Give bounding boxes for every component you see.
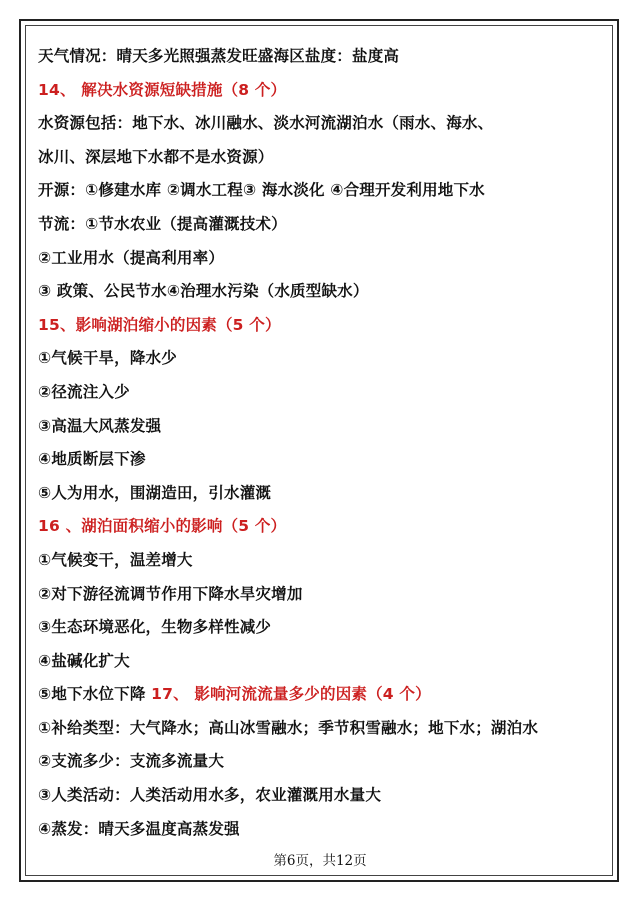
text-line [38, 544, 598, 578]
body-text: ①补给类型：大气降水；高山冰雪融水；季节积雪融水；地下水；湖泊水 [38, 718, 539, 737]
body-text: ④蒸发：晴天多温度高蒸发强 [38, 819, 240, 838]
body-text: ①气候变干，温差增大 [38, 550, 193, 569]
text-line [38, 712, 598, 746]
body-text: ②支流多少：支流多流量大 [38, 752, 225, 771]
section-heading: 16 、湖泊面积缩小的影响（5 个） [38, 517, 287, 536]
text-line [38, 779, 598, 813]
text-line [38, 443, 598, 477]
body-text: 天气情况：晴天多光照强蒸发旺盛海区盐度：盐度高 [38, 47, 400, 65]
text-line [38, 275, 598, 309]
body-text: ⑤人为用水，围湖造田，引水灌溉 [38, 483, 272, 502]
text-line [38, 376, 598, 410]
body-text: 冰川、深层地下水都不是水资源） [38, 147, 274, 166]
text-line [38, 40, 598, 74]
body-text: ①气候干旱，降水少 [38, 349, 177, 368]
text-line [38, 410, 598, 444]
body-text: 开源：①修建水库 ②调水工程③ 海水淡化 ④合理开发利用地下水 [38, 181, 485, 200]
section-heading: 14、 解决水资源短缺措施（8 个） [38, 80, 287, 99]
text-line [38, 107, 598, 141]
text-line [38, 510, 598, 544]
body-text: ④地质断层下渗 [38, 450, 146, 469]
section-heading: 17、 影响河流流量多少的因素（4 个） [151, 685, 431, 704]
body-text: ③人类活动：人类活动用水多，农业灌溉用水量大 [38, 786, 382, 805]
text-line [38, 678, 598, 712]
text-line [38, 611, 598, 645]
body-text: ③ 政策、公民节水④治理水污染（水质型缺水） [38, 282, 369, 301]
text-line [38, 208, 598, 242]
section-heading: 15、影响湖泊缩小的因素（5 个） [38, 315, 281, 334]
body-text: ②工业用水（提高利用率） [38, 248, 225, 267]
text-line [38, 745, 598, 779]
body-text: ③生态环境恶化，生物多样性减少 [38, 618, 272, 637]
text-line [38, 342, 598, 376]
text-line [38, 242, 598, 276]
body-text: ②对下游径流调节作用下降水旱灾增加 [38, 584, 303, 603]
body-text: ⑤地下水位下降 [38, 685, 152, 704]
body-text: ②径流注入少 [38, 382, 130, 401]
text-line [38, 813, 598, 847]
body-text: 节流：①节水农业（提高灌溉技术） [38, 214, 287, 233]
text-line [38, 309, 598, 343]
body-text: 水资源包括：地下水、冰川融水、淡水河流湖泊水（雨水、海水、 [38, 114, 494, 133]
text-line [38, 645, 598, 679]
body-text: ④盐碱化扩大 [38, 651, 130, 670]
body-text: ③高温大风蒸发强 [38, 416, 162, 435]
document-body [38, 40, 598, 846]
text-line [38, 477, 598, 511]
text-line [38, 141, 598, 175]
page-footer: 第6页，共12页 [273, 853, 367, 869]
text-line [38, 174, 598, 208]
text-line [38, 74, 598, 108]
text-line [38, 578, 598, 612]
